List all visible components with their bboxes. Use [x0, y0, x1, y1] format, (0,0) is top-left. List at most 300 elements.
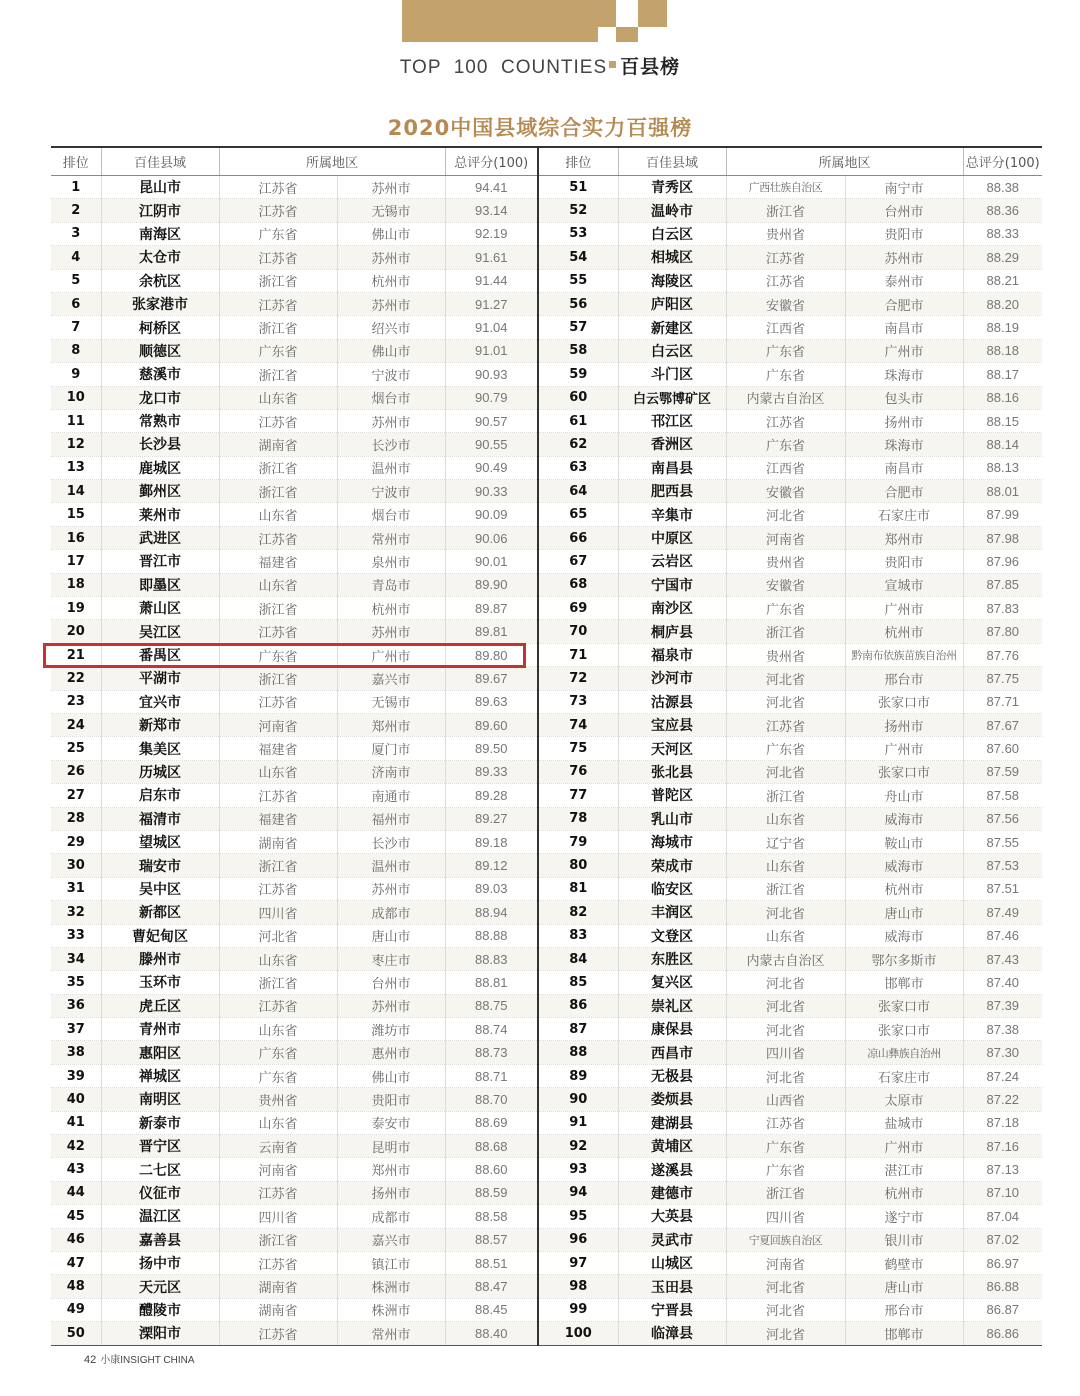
- cell-city: 南昌市: [845, 316, 963, 339]
- cell-name: 邗江区: [618, 409, 726, 432]
- cell-score: 87.53: [963, 854, 1042, 877]
- cell-prov: 山东省: [726, 807, 845, 830]
- page-title: 2020中国县域综合实力百强榜: [387, 116, 693, 140]
- cell-name: 玉田县: [618, 1275, 726, 1298]
- cell-score: 87.85: [963, 573, 1042, 596]
- cell-rank: 73: [538, 690, 618, 713]
- cell-rank: 39: [51, 1064, 101, 1087]
- cell-score: 89.50: [445, 737, 538, 760]
- cell-name: 顺德区: [101, 339, 219, 362]
- cell-rank: 4: [51, 246, 101, 269]
- cell-name: 建德市: [618, 1181, 726, 1204]
- cell-name: 余杭区: [101, 269, 219, 292]
- cell-city: 张家口市: [845, 994, 963, 1017]
- cell-city: 济南市: [337, 760, 445, 783]
- cell-rank: 86: [538, 994, 618, 1017]
- cell-prov: 江苏省: [219, 176, 337, 199]
- cell-city: 贵阳市: [337, 1088, 445, 1111]
- cell-rank: 34: [51, 947, 101, 970]
- cell-rank: 23: [51, 690, 101, 713]
- cell-city: 石家庄市: [845, 503, 963, 526]
- cell-city: 杭州市: [337, 597, 445, 620]
- cell-name: 南明区: [101, 1088, 219, 1111]
- cell-score: 87.24: [963, 1064, 1042, 1087]
- cell-name: 白云区: [618, 222, 726, 245]
- cell-prov: 江苏省: [726, 713, 845, 736]
- cell-name: 丰润区: [618, 901, 726, 924]
- table-row: [51, 1228, 1042, 1251]
- cell-name: 曹妃甸区: [101, 924, 219, 947]
- cell-name: 温岭市: [618, 199, 726, 222]
- cell-rank: 85: [538, 971, 618, 994]
- table-row: [51, 1205, 1042, 1228]
- cell-score: 88.17: [963, 363, 1042, 386]
- table-row: [51, 176, 1042, 199]
- cell-rank: 50: [51, 1322, 101, 1345]
- cell-city: 扬州市: [337, 1181, 445, 1204]
- cell-rank: 98: [538, 1275, 618, 1298]
- cell-name: 海城市: [618, 830, 726, 853]
- cell-name: 萧山区: [101, 597, 219, 620]
- cell-prov: 江苏省: [219, 199, 337, 222]
- cell-prov: 浙江省: [219, 456, 337, 479]
- cell-name: 常熟市: [101, 409, 219, 432]
- cell-score: 93.14: [445, 199, 538, 222]
- cell-score: 89.63: [445, 690, 538, 713]
- cell-score: 88.88: [445, 924, 538, 947]
- cell-city: 郑州市: [337, 713, 445, 736]
- cell-rank: 9: [51, 363, 101, 386]
- cell-prov: 山东省: [726, 924, 845, 947]
- cell-rank: 56: [538, 292, 618, 315]
- cell-rank: 32: [51, 901, 101, 924]
- cell-prov: 江西省: [726, 456, 845, 479]
- cell-score: 91.44: [445, 269, 538, 292]
- cell-score: 87.67: [963, 713, 1042, 736]
- cell-score: 88.33: [963, 222, 1042, 245]
- cell-rank: 12: [51, 433, 101, 456]
- cell-name: 集美区: [101, 737, 219, 760]
- cell-name: 娄烦县: [618, 1088, 726, 1111]
- cell-score: 89.60: [445, 713, 538, 736]
- cell-score: 88.19: [963, 316, 1042, 339]
- cell-rank: 40: [51, 1088, 101, 1111]
- table-row: [51, 760, 1042, 783]
- cell-city: 苏州市: [337, 620, 445, 643]
- table-row: [51, 1018, 1042, 1041]
- cell-score: 90.49: [445, 456, 538, 479]
- cell-city: 鞍山市: [845, 830, 963, 853]
- cell-rank: 65: [538, 503, 618, 526]
- cell-score: 87.39: [963, 994, 1042, 1017]
- cell-rank: 66: [538, 526, 618, 549]
- col-header-county: 百佳县域: [618, 147, 726, 176]
- cell-score: 90.09: [445, 503, 538, 526]
- table-row: [51, 1275, 1042, 1298]
- cell-prov: 浙江省: [219, 1228, 337, 1251]
- cell-rank: 18: [51, 573, 101, 596]
- table-row: [51, 620, 1042, 643]
- cell-city: 黔南布依族苗族自治州: [845, 643, 963, 666]
- cell-prov: 山东省: [219, 1111, 337, 1134]
- cell-prov: 河北省: [726, 1064, 845, 1087]
- table-row: [51, 456, 1042, 479]
- cell-name: 莱州市: [101, 503, 219, 526]
- cell-city: 鄂尔多斯市: [845, 947, 963, 970]
- cell-score: 89.27: [445, 807, 538, 830]
- cell-rank: 80: [538, 854, 618, 877]
- cell-name: 晋江市: [101, 550, 219, 573]
- cell-rank: 16: [51, 526, 101, 549]
- cell-city: 唐山市: [845, 901, 963, 924]
- cell-score: 87.51: [963, 877, 1042, 900]
- cell-prov: 浙江省: [219, 316, 337, 339]
- cell-prov: 辽宁省: [726, 830, 845, 853]
- cell-rank: 67: [538, 550, 618, 573]
- cell-score: 88.13: [963, 456, 1042, 479]
- cell-score: 92.19: [445, 222, 538, 245]
- cell-name: 南昌县: [618, 456, 726, 479]
- cell-prov: 湖南省: [219, 433, 337, 456]
- cell-prov: 江苏省: [219, 784, 337, 807]
- cell-name: 建湖县: [618, 1111, 726, 1134]
- cell-score: 90.93: [445, 363, 538, 386]
- cell-score: 88.29: [963, 246, 1042, 269]
- ranking-table: [51, 146, 1042, 1346]
- table-row: [51, 292, 1042, 315]
- cell-city: 无锡市: [337, 199, 445, 222]
- cell-score: 88.69: [445, 1111, 538, 1134]
- cell-score: 87.02: [963, 1228, 1042, 1251]
- cell-city: 广州市: [337, 643, 445, 666]
- cell-name: 启东市: [101, 784, 219, 807]
- cell-score: 89.87: [445, 597, 538, 620]
- cell-city: 广州市: [845, 1135, 963, 1158]
- cell-score: 88.94: [445, 901, 538, 924]
- cell-name: 嘉善县: [101, 1228, 219, 1251]
- cell-city: 郑州市: [337, 1158, 445, 1181]
- cell-score: 87.10: [963, 1181, 1042, 1204]
- cell-rank: 55: [538, 269, 618, 292]
- cell-prov: 广东省: [726, 363, 845, 386]
- cell-prov: 安徽省: [726, 573, 845, 596]
- cell-prov: 浙江省: [219, 597, 337, 620]
- cell-city: 台州市: [337, 971, 445, 994]
- cell-score: 88.70: [445, 1088, 538, 1111]
- cell-score: 88.74: [445, 1018, 538, 1041]
- cell-score: 88.73: [445, 1041, 538, 1064]
- table-row: [51, 1111, 1042, 1134]
- cell-city: 成都市: [337, 1205, 445, 1228]
- cell-rank: 3: [51, 222, 101, 245]
- cell-prov: 江苏省: [219, 1251, 337, 1274]
- table-row: [51, 1251, 1042, 1274]
- cell-rank: 90: [538, 1088, 618, 1111]
- cell-prov: 河北省: [726, 760, 845, 783]
- cell-city: 太原市: [845, 1088, 963, 1111]
- cell-prov: 山东省: [219, 947, 337, 970]
- cell-name: 文登区: [618, 924, 726, 947]
- cell-prov: 广东省: [219, 222, 337, 245]
- cell-score: 88.15: [963, 409, 1042, 432]
- cell-prov: 江苏省: [219, 246, 337, 269]
- cell-city: 苏州市: [337, 994, 445, 1017]
- table-row: [51, 316, 1042, 339]
- cell-score: 87.40: [963, 971, 1042, 994]
- table-row: [51, 199, 1042, 222]
- cell-rank: 54: [538, 246, 618, 269]
- cell-city: 威海市: [845, 854, 963, 877]
- cell-rank: 100: [538, 1322, 618, 1345]
- section-tagline-cn: 百县榜: [620, 57, 681, 78]
- cell-prov: 江苏省: [219, 526, 337, 549]
- cell-rank: 41: [51, 1111, 101, 1134]
- cell-city: 杭州市: [337, 269, 445, 292]
- col-header-rank: 排位: [51, 147, 101, 176]
- cell-score: 88.38: [963, 176, 1042, 199]
- cell-rank: 21: [51, 643, 101, 666]
- cell-rank: 46: [51, 1228, 101, 1251]
- header-decor-gap: [616, 0, 638, 27]
- table-row: [51, 363, 1042, 386]
- cell-prov: 浙江省: [726, 784, 845, 807]
- cell-score: 90.33: [445, 480, 538, 503]
- cell-name: 天元区: [101, 1275, 219, 1298]
- cell-city: 广州市: [845, 737, 963, 760]
- cell-prov: 浙江省: [219, 363, 337, 386]
- cell-name: 新都区: [101, 901, 219, 924]
- table-row: [51, 643, 1042, 666]
- cell-score: 88.14: [963, 433, 1042, 456]
- cell-score: 89.03: [445, 877, 538, 900]
- cell-city: 厦门市: [337, 737, 445, 760]
- cell-score: 91.04: [445, 316, 538, 339]
- table-row: [51, 1181, 1042, 1204]
- cell-score: 87.71: [963, 690, 1042, 713]
- cell-name: 晋宁区: [101, 1135, 219, 1158]
- cell-rank: 20: [51, 620, 101, 643]
- cell-city: 包头市: [845, 386, 963, 409]
- cell-prov: 广东省: [219, 1064, 337, 1087]
- cell-rank: 72: [538, 667, 618, 690]
- cell-score: 88.20: [963, 292, 1042, 315]
- cell-city: 潍坊市: [337, 1018, 445, 1041]
- cell-rank: 78: [538, 807, 618, 830]
- cell-rank: 51: [538, 176, 618, 199]
- cell-city: 株洲市: [337, 1298, 445, 1321]
- cell-prov: 山东省: [219, 503, 337, 526]
- cell-prov: 江苏省: [219, 994, 337, 1017]
- cell-prov: 浙江省: [726, 199, 845, 222]
- page-footer: [84, 1351, 195, 1366]
- cell-city: 南昌市: [845, 456, 963, 479]
- table-row: [51, 222, 1042, 245]
- cell-name: 桐庐县: [618, 620, 726, 643]
- cell-city: 泰安市: [337, 1111, 445, 1134]
- cell-name: 中原区: [618, 526, 726, 549]
- cell-rank: 93: [538, 1158, 618, 1181]
- cell-rank: 59: [538, 363, 618, 386]
- cell-rank: 28: [51, 807, 101, 830]
- col-header-region: 所属地区: [726, 147, 963, 176]
- cell-city: 鹤壁市: [845, 1251, 963, 1274]
- table-row: [51, 901, 1042, 924]
- cell-score: 87.38: [963, 1018, 1042, 1041]
- cell-name: 白云区: [618, 339, 726, 362]
- cell-city: 石家庄市: [845, 1064, 963, 1087]
- cell-score: 89.90: [445, 573, 538, 596]
- cell-name: 青秀区: [618, 176, 726, 199]
- cell-name: 宁国市: [618, 573, 726, 596]
- cell-prov: 江苏省: [726, 1111, 845, 1134]
- cell-rank: 89: [538, 1064, 618, 1087]
- cell-score: 87.46: [963, 924, 1042, 947]
- cell-name: 历城区: [101, 760, 219, 783]
- cell-city: 镇江市: [337, 1251, 445, 1274]
- cell-rank: 44: [51, 1181, 101, 1204]
- cell-rank: 27: [51, 784, 101, 807]
- cell-prov: 贵州省: [219, 1088, 337, 1111]
- table-row: [51, 1088, 1042, 1111]
- table-row: [51, 386, 1042, 409]
- cell-rank: 47: [51, 1251, 101, 1274]
- cell-score: 89.28: [445, 784, 538, 807]
- cell-city: 泰州市: [845, 269, 963, 292]
- cell-score: 88.68: [445, 1135, 538, 1158]
- cell-rank: 79: [538, 830, 618, 853]
- cell-score: 86.86: [963, 1322, 1042, 1345]
- cell-score: 91.27: [445, 292, 538, 315]
- cell-prov: 河北省: [726, 1322, 845, 1345]
- cell-score: 89.33: [445, 760, 538, 783]
- cell-rank: 29: [51, 830, 101, 853]
- cell-city: 长沙市: [337, 830, 445, 853]
- cell-score: 88.60: [445, 1158, 538, 1181]
- cell-prov: 浙江省: [219, 971, 337, 994]
- cell-prov: 河北省: [726, 1298, 845, 1321]
- cell-name: 鹿城区: [101, 456, 219, 479]
- cell-city: 贵阳市: [845, 222, 963, 245]
- cell-rank: 60: [538, 386, 618, 409]
- cell-name: 江阴市: [101, 199, 219, 222]
- cell-city: 扬州市: [845, 713, 963, 736]
- table-row: [51, 597, 1042, 620]
- cell-rank: 58: [538, 339, 618, 362]
- cell-city: 威海市: [845, 924, 963, 947]
- cell-name: 康保县: [618, 1018, 726, 1041]
- cell-rank: 2: [51, 199, 101, 222]
- cell-score: 90.06: [445, 526, 538, 549]
- cell-prov: 山东省: [219, 760, 337, 783]
- cell-rank: 52: [538, 199, 618, 222]
- cell-prov: 福建省: [219, 807, 337, 830]
- cell-rank: 62: [538, 433, 618, 456]
- cell-city: 苏州市: [337, 409, 445, 432]
- cell-city: 盐城市: [845, 1111, 963, 1134]
- cell-city: 合肥市: [845, 292, 963, 315]
- cell-city: 郑州市: [845, 526, 963, 549]
- cell-score: 94.41: [445, 176, 538, 199]
- cell-score: 89.67: [445, 667, 538, 690]
- table-row: [51, 503, 1042, 526]
- cell-name: 吴江区: [101, 620, 219, 643]
- cell-city: 佛山市: [337, 1064, 445, 1087]
- cell-prov: 山东省: [219, 1018, 337, 1041]
- cell-score: 86.97: [963, 1251, 1042, 1274]
- cell-score: 87.49: [963, 901, 1042, 924]
- cell-score: 87.96: [963, 550, 1042, 573]
- cell-city: 杭州市: [845, 1181, 963, 1204]
- cell-rank: 63: [538, 456, 618, 479]
- cell-score: 88.57: [445, 1228, 538, 1251]
- cell-name: 山城区: [618, 1251, 726, 1274]
- table-row: [51, 480, 1042, 503]
- cell-prov: 江苏省: [726, 269, 845, 292]
- cell-score: 91.61: [445, 246, 538, 269]
- cell-prov: 福建省: [219, 737, 337, 760]
- cell-name: 肥西县: [618, 480, 726, 503]
- cell-name: 溧阳市: [101, 1322, 219, 1345]
- cell-prov: 湖南省: [219, 830, 337, 853]
- cell-name: 平湖市: [101, 667, 219, 690]
- cell-prov: 山西省: [726, 1088, 845, 1111]
- cell-prov: 河北省: [726, 994, 845, 1017]
- cell-score: 87.56: [963, 807, 1042, 830]
- square-bullet-icon: [609, 61, 616, 68]
- cell-score: 88.81: [445, 971, 538, 994]
- cell-rank: 87: [538, 1018, 618, 1041]
- cell-name: 瑞安市: [101, 854, 219, 877]
- cell-score: 90.57: [445, 409, 538, 432]
- cell-score: 88.21: [963, 269, 1042, 292]
- page-number: 42: [84, 1354, 97, 1366]
- header-decor-notch: [638, 27, 667, 42]
- cell-name: 二七区: [101, 1158, 219, 1181]
- cell-city: 唐山市: [845, 1275, 963, 1298]
- cell-rank: 43: [51, 1158, 101, 1181]
- cell-score: 87.04: [963, 1205, 1042, 1228]
- cell-prov: 广东省: [726, 1135, 845, 1158]
- cell-name: 新建区: [618, 316, 726, 339]
- cell-score: 90.79: [445, 386, 538, 409]
- cell-score: 87.99: [963, 503, 1042, 526]
- cell-city: 贵阳市: [845, 550, 963, 573]
- cell-name: 福清市: [101, 807, 219, 830]
- cell-prov: 浙江省: [219, 480, 337, 503]
- cell-city: 烟台市: [337, 386, 445, 409]
- cell-rank: 64: [538, 480, 618, 503]
- cell-prov: 广东省: [219, 643, 337, 666]
- col-header-region: 所属地区: [219, 147, 445, 176]
- cell-prov: 山东省: [219, 573, 337, 596]
- cell-name: 即墨区: [101, 573, 219, 596]
- cell-prov: 河北省: [219, 924, 337, 947]
- cell-city: 惠州市: [337, 1041, 445, 1064]
- cell-city: 无锡市: [337, 690, 445, 713]
- cell-prov: 湖南省: [219, 1275, 337, 1298]
- cell-city: 青岛市: [337, 573, 445, 596]
- cell-name: 宁晋县: [618, 1298, 726, 1321]
- cell-score: 87.60: [963, 737, 1042, 760]
- cell-city: 嘉兴市: [337, 667, 445, 690]
- cell-name: 香洲区: [618, 433, 726, 456]
- cell-name: 云岩区: [618, 550, 726, 573]
- section-header: [0, 52, 1080, 79]
- cell-name: 禅城区: [101, 1064, 219, 1087]
- cell-prov: 广东省: [219, 339, 337, 362]
- cell-prov: 江苏省: [219, 620, 337, 643]
- cell-city: 温州市: [337, 456, 445, 479]
